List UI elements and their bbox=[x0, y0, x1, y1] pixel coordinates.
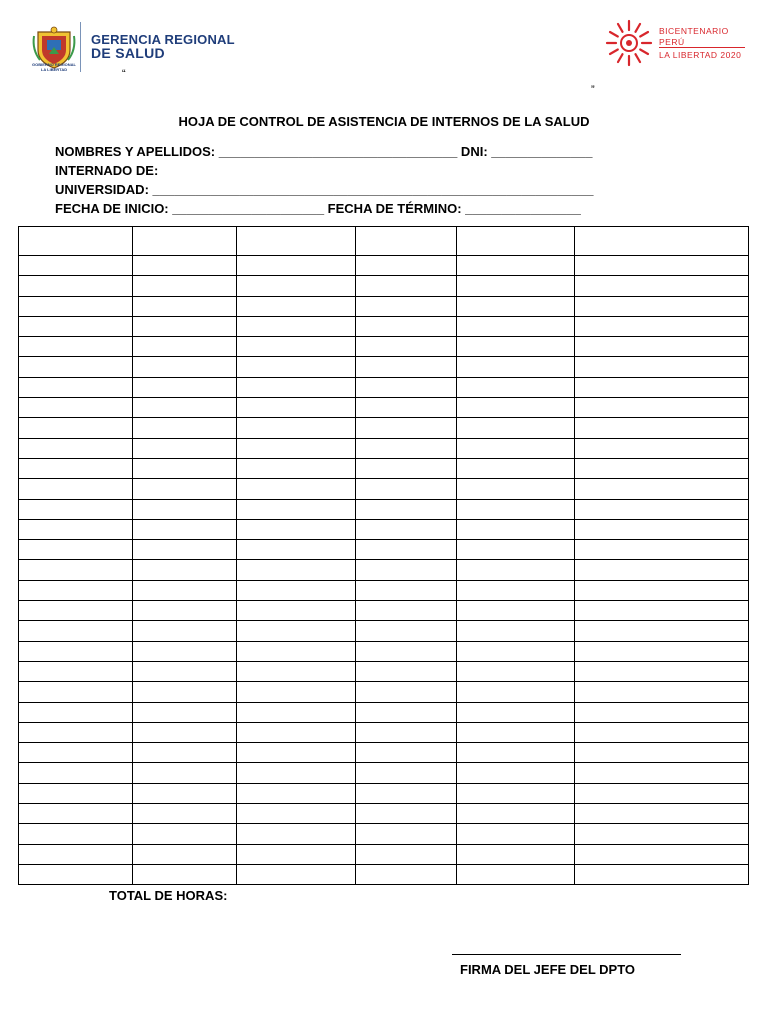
table-cell bbox=[575, 296, 749, 316]
table-cell bbox=[237, 418, 356, 438]
table-cell bbox=[457, 377, 575, 397]
table-header-cell bbox=[457, 227, 575, 256]
table-cell bbox=[133, 377, 237, 397]
signature-label: FIRMA DEL JEFE DEL DPTO bbox=[460, 962, 636, 977]
table-row bbox=[19, 519, 749, 539]
table-cell bbox=[237, 479, 356, 499]
table-cell bbox=[237, 458, 356, 478]
table-cell bbox=[19, 540, 133, 560]
fechas-field-line: FECHA DE INICIO: _____________________ FECHA DE TÉRMINO: ________________ bbox=[55, 201, 581, 216]
table-cell bbox=[575, 418, 749, 438]
bicentenario-rule bbox=[659, 47, 745, 48]
table-row bbox=[19, 316, 749, 336]
table-cell bbox=[237, 438, 356, 458]
table-cell bbox=[19, 438, 133, 458]
table-cell bbox=[575, 256, 749, 276]
table-cell bbox=[575, 804, 749, 824]
table-cell bbox=[19, 702, 133, 722]
document-title: HOJA DE CONTROL DE ASISTENCIA DE INTERNOS DE LA SALUD bbox=[178, 114, 590, 129]
table-cell bbox=[133, 783, 237, 803]
table-cell bbox=[457, 661, 575, 681]
table-header-cell bbox=[237, 227, 356, 256]
table-cell bbox=[457, 682, 575, 702]
table-cell bbox=[19, 377, 133, 397]
table-cell bbox=[133, 296, 237, 316]
table-cell bbox=[133, 743, 237, 763]
table-cell bbox=[133, 560, 237, 580]
table-cell bbox=[575, 276, 749, 296]
table-cell bbox=[19, 804, 133, 824]
table-cell bbox=[575, 499, 749, 519]
table-cell bbox=[133, 479, 237, 499]
table-row bbox=[19, 499, 749, 519]
table-cell bbox=[19, 864, 133, 884]
table-cell bbox=[133, 824, 237, 844]
table-cell bbox=[457, 398, 575, 418]
table-row bbox=[19, 621, 749, 641]
table-row bbox=[19, 804, 749, 824]
opening-quote-mark: “ bbox=[122, 68, 126, 80]
table-cell bbox=[457, 601, 575, 621]
table-cell bbox=[237, 499, 356, 519]
table-cell bbox=[133, 763, 237, 783]
table-cell bbox=[237, 844, 356, 864]
table-cell bbox=[575, 783, 749, 803]
table-cell bbox=[457, 621, 575, 641]
table-cell bbox=[19, 844, 133, 864]
table-cell bbox=[19, 601, 133, 621]
table-cell bbox=[237, 824, 356, 844]
table-cell bbox=[356, 377, 457, 397]
table-cell bbox=[133, 804, 237, 824]
table-cell bbox=[575, 398, 749, 418]
table-cell bbox=[237, 864, 356, 884]
table-cell bbox=[237, 337, 356, 357]
table-cell bbox=[457, 844, 575, 864]
emblem-caption: GOBIERNO REGIONAL LA LIBERTAD bbox=[31, 62, 76, 72]
table-cell bbox=[133, 601, 237, 621]
table-cell bbox=[356, 540, 457, 560]
table-cell bbox=[575, 519, 749, 539]
table-cell bbox=[133, 256, 237, 276]
table-cell bbox=[19, 499, 133, 519]
table-row bbox=[19, 398, 749, 418]
table-cell bbox=[457, 519, 575, 539]
table-cell bbox=[356, 580, 457, 600]
total-horas-label: TOTAL DE HORAS: bbox=[109, 888, 228, 903]
attendance-table bbox=[18, 226, 749, 885]
table-cell bbox=[457, 804, 575, 824]
table-cell bbox=[19, 560, 133, 580]
table-cell bbox=[19, 824, 133, 844]
table-cell bbox=[133, 276, 237, 296]
table-row bbox=[19, 418, 749, 438]
table-cell bbox=[237, 540, 356, 560]
table-row bbox=[19, 276, 749, 296]
table-cell bbox=[457, 316, 575, 336]
table-cell bbox=[133, 722, 237, 742]
table-cell bbox=[237, 661, 356, 681]
table-cell bbox=[237, 783, 356, 803]
table-cell bbox=[19, 661, 133, 681]
table-cell bbox=[356, 499, 457, 519]
table-cell bbox=[133, 844, 237, 864]
table-row bbox=[19, 722, 749, 742]
table-cell bbox=[237, 601, 356, 621]
table-cell bbox=[133, 398, 237, 418]
table-cell bbox=[356, 479, 457, 499]
table-cell bbox=[133, 316, 237, 336]
table-cell bbox=[575, 438, 749, 458]
table-cell bbox=[457, 641, 575, 661]
table-cell bbox=[575, 743, 749, 763]
table-cell bbox=[237, 743, 356, 763]
table-cell bbox=[237, 377, 356, 397]
table-cell bbox=[133, 519, 237, 539]
table-header-cell bbox=[133, 227, 237, 256]
table-cell bbox=[19, 316, 133, 336]
table-cell bbox=[133, 621, 237, 641]
table-cell bbox=[356, 804, 457, 824]
table-row bbox=[19, 864, 749, 884]
bicentenario-line-1: BICENTENARIO bbox=[659, 26, 729, 36]
table-cell bbox=[356, 296, 457, 316]
table-cell bbox=[133, 418, 237, 438]
table-cell bbox=[356, 641, 457, 661]
table-cell bbox=[133, 580, 237, 600]
table-row bbox=[19, 743, 749, 763]
table-row bbox=[19, 763, 749, 783]
table-cell bbox=[575, 722, 749, 742]
table-cell bbox=[19, 458, 133, 478]
table-cell bbox=[356, 276, 457, 296]
nombres-dni-field-line: NOMBRES Y APELLIDOS: _________________________________ DNI: ______________ bbox=[55, 144, 593, 159]
table-cell bbox=[133, 540, 237, 560]
table-cell bbox=[19, 296, 133, 316]
table-cell bbox=[19, 763, 133, 783]
table-header-cell bbox=[575, 227, 749, 256]
table-cell bbox=[237, 763, 356, 783]
table-cell bbox=[356, 418, 457, 438]
table-cell bbox=[237, 722, 356, 742]
table-cell bbox=[356, 702, 457, 722]
table-row bbox=[19, 337, 749, 357]
org-name-line-2: DE SALUD bbox=[91, 45, 165, 61]
table-row bbox=[19, 377, 749, 397]
table-cell bbox=[237, 256, 356, 276]
table-cell bbox=[457, 540, 575, 560]
table-cell bbox=[19, 357, 133, 377]
table-cell bbox=[19, 337, 133, 357]
table-cell bbox=[237, 296, 356, 316]
table-cell bbox=[237, 398, 356, 418]
signature-line bbox=[452, 954, 681, 955]
table-cell bbox=[356, 601, 457, 621]
table-cell bbox=[457, 864, 575, 884]
table-cell bbox=[457, 418, 575, 438]
table-cell bbox=[133, 357, 237, 377]
table-cell bbox=[575, 641, 749, 661]
table-row bbox=[19, 682, 749, 702]
table-cell bbox=[237, 702, 356, 722]
table-cell bbox=[457, 824, 575, 844]
table-cell bbox=[237, 560, 356, 580]
table-cell bbox=[575, 621, 749, 641]
table-cell bbox=[356, 337, 457, 357]
table-cell bbox=[19, 276, 133, 296]
table-cell bbox=[575, 580, 749, 600]
table-cell bbox=[19, 398, 133, 418]
table-header-cell bbox=[356, 227, 457, 256]
table-cell bbox=[457, 560, 575, 580]
table-cell bbox=[575, 661, 749, 681]
table-cell bbox=[237, 357, 356, 377]
table-cell bbox=[356, 256, 457, 276]
table-cell bbox=[133, 661, 237, 681]
table-cell bbox=[356, 560, 457, 580]
table-row bbox=[19, 296, 749, 316]
table-row bbox=[19, 458, 749, 478]
table-cell bbox=[457, 296, 575, 316]
table-cell bbox=[19, 743, 133, 763]
table-cell bbox=[19, 722, 133, 742]
table-row bbox=[19, 702, 749, 722]
table-cell bbox=[237, 804, 356, 824]
table-cell bbox=[457, 783, 575, 803]
table-row bbox=[19, 560, 749, 580]
table-cell bbox=[575, 763, 749, 783]
table-cell bbox=[133, 682, 237, 702]
table-cell bbox=[19, 479, 133, 499]
table-cell bbox=[19, 580, 133, 600]
table-cell bbox=[575, 377, 749, 397]
table-row bbox=[19, 641, 749, 661]
table-cell bbox=[457, 722, 575, 742]
table-cell bbox=[575, 540, 749, 560]
table-cell bbox=[575, 864, 749, 884]
table-cell bbox=[575, 357, 749, 377]
header-separator bbox=[80, 22, 81, 72]
table-row bbox=[19, 601, 749, 621]
table-cell bbox=[237, 580, 356, 600]
table-cell bbox=[575, 560, 749, 580]
closing-quote-mark: ” bbox=[591, 84, 595, 96]
table-cell bbox=[356, 783, 457, 803]
table-cell bbox=[356, 621, 457, 641]
table-cell bbox=[19, 519, 133, 539]
table-cell bbox=[457, 357, 575, 377]
table-cell bbox=[575, 824, 749, 844]
table-cell bbox=[575, 316, 749, 336]
table-row bbox=[19, 540, 749, 560]
table-cell bbox=[19, 641, 133, 661]
table-row bbox=[19, 479, 749, 499]
table-cell bbox=[19, 418, 133, 438]
table-row bbox=[19, 824, 749, 844]
table-row bbox=[19, 256, 749, 276]
table-row bbox=[19, 438, 749, 458]
table-cell bbox=[356, 743, 457, 763]
table-cell bbox=[457, 458, 575, 478]
table-cell bbox=[19, 783, 133, 803]
table-cell bbox=[457, 743, 575, 763]
table-row bbox=[19, 844, 749, 864]
table-cell bbox=[575, 702, 749, 722]
table-cell bbox=[575, 844, 749, 864]
table-header-cell bbox=[19, 227, 133, 256]
table-cell bbox=[133, 438, 237, 458]
table-cell bbox=[457, 337, 575, 357]
table-cell bbox=[356, 458, 457, 478]
table-cell bbox=[19, 621, 133, 641]
universidad-field-line: UNIVERSIDAD: _____________________________________________________________ bbox=[55, 182, 594, 197]
internado-field-line: INTERNADO DE: bbox=[55, 163, 159, 178]
table-cell bbox=[356, 357, 457, 377]
table-cell bbox=[19, 256, 133, 276]
table-cell bbox=[237, 641, 356, 661]
table-cell bbox=[237, 519, 356, 539]
bicentenario-line-3: LA LIBERTAD 2020 bbox=[659, 50, 742, 60]
table-cell bbox=[356, 519, 457, 539]
table-header-row bbox=[19, 227, 749, 256]
table-cell bbox=[356, 844, 457, 864]
table-cell bbox=[457, 438, 575, 458]
table-cell bbox=[237, 276, 356, 296]
table-cell bbox=[457, 276, 575, 296]
table-cell bbox=[457, 256, 575, 276]
table-cell bbox=[457, 499, 575, 519]
table-cell bbox=[457, 479, 575, 499]
table-row bbox=[19, 357, 749, 377]
table-cell bbox=[356, 316, 457, 336]
table-cell bbox=[19, 682, 133, 702]
table-cell bbox=[356, 682, 457, 702]
table-cell bbox=[356, 398, 457, 418]
bicentenario-line-2: PERÚ bbox=[659, 37, 685, 47]
org-name-line-1: GERENCIA REGIONAL bbox=[91, 32, 235, 47]
table-cell bbox=[356, 864, 457, 884]
table-cell bbox=[133, 702, 237, 722]
table-row bbox=[19, 783, 749, 803]
table-cell bbox=[237, 621, 356, 641]
table-cell bbox=[457, 580, 575, 600]
table-cell bbox=[575, 458, 749, 478]
table-cell bbox=[133, 641, 237, 661]
table-row bbox=[19, 580, 749, 600]
table-cell bbox=[356, 722, 457, 742]
bicentenario-sunburst-icon bbox=[605, 19, 653, 67]
table-cell bbox=[237, 316, 356, 336]
table-cell bbox=[575, 601, 749, 621]
table-cell bbox=[356, 763, 457, 783]
table-cell bbox=[356, 824, 457, 844]
table-cell bbox=[133, 458, 237, 478]
table-cell bbox=[575, 337, 749, 357]
table-cell bbox=[133, 337, 237, 357]
table-cell bbox=[237, 682, 356, 702]
table-cell bbox=[457, 763, 575, 783]
table-cell bbox=[133, 864, 237, 884]
table-cell bbox=[457, 702, 575, 722]
table-row bbox=[19, 661, 749, 681]
table-cell bbox=[356, 438, 457, 458]
table-cell bbox=[575, 682, 749, 702]
table-cell bbox=[575, 479, 749, 499]
table-cell bbox=[133, 499, 237, 519]
table-cell bbox=[356, 661, 457, 681]
